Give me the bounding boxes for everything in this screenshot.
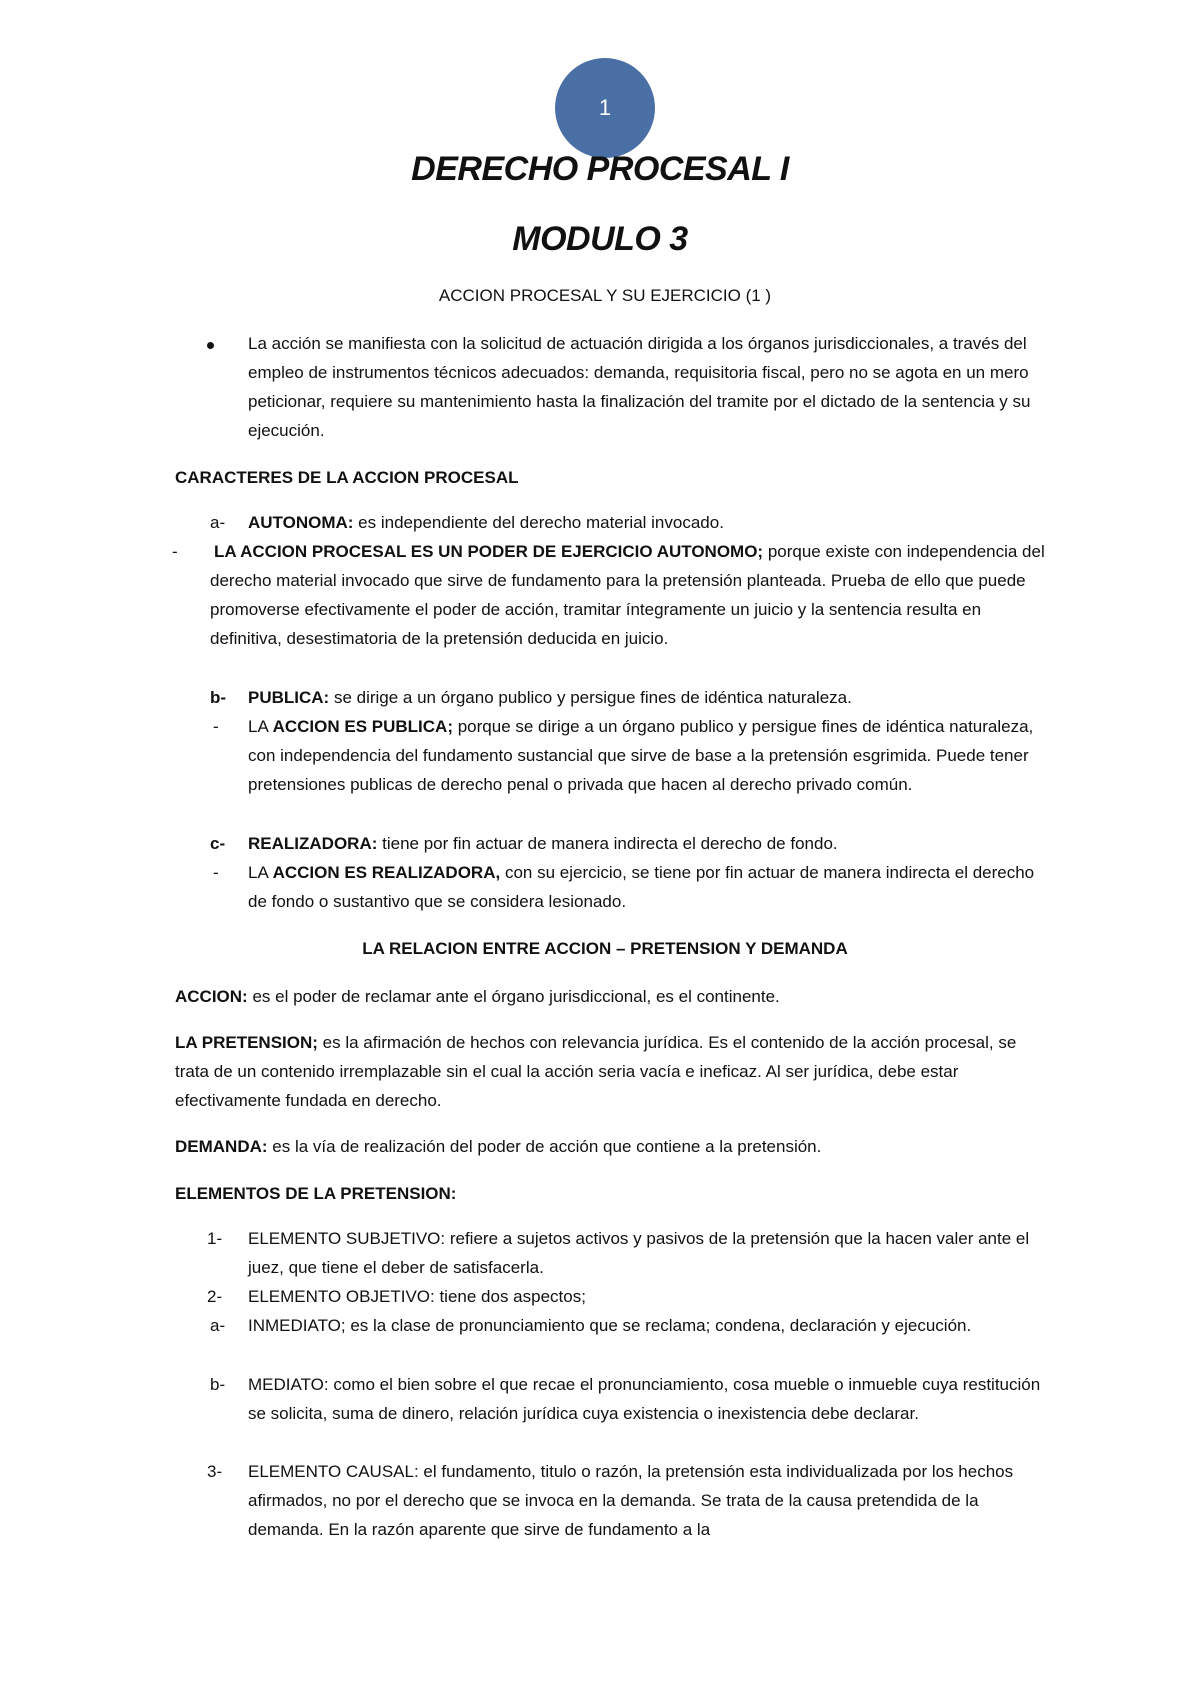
item-c-marker: c- (210, 834, 226, 853)
item-b-detail-prefix: LA (248, 717, 273, 736)
pretension-label: LA PRETENSION; (175, 1033, 318, 1052)
element-2a-marker: a- (210, 1316, 226, 1335)
accion-label: ACCION: (175, 987, 248, 1006)
item-b-marker: b- (210, 688, 227, 707)
item-b-line (248, 683, 1048, 712)
item-c-text: tiene por fin actuar de manera indirecta el derecho de fondo. (377, 834, 838, 853)
heading-relacion: LA RELACION ENTRE ACCION – PRETENSION Y DEMANDA (362, 939, 848, 958)
item-a-text: es independiente del derecho material invocado. (353, 513, 724, 532)
item-b-detail-label: ACCION ES PUBLICA; (272, 717, 453, 736)
item-b-detail-text: porque se dirige a un órgano publico y persigue fines de idéntica naturaleza, con independencia del fundamento sustancial que sirve de base a la pretensión esgrimida. Puede tener pretensiones publicas de derecho penal o privada que hacen al derecho privado común. (248, 717, 1034, 794)
element-2a-text: INMEDIATO; es la clase de pronunciamiento que se reclama; condena, declaración y ejecución. (248, 1316, 972, 1335)
item-c-detail (248, 858, 1048, 916)
item-b-text: se dirige a un órgano publico y persigue fines de idéntica naturaleza. (329, 688, 852, 707)
bullet-paragraph: La acción se manifiesta con la solicitud de actuación dirigida a los órganos jurisdiccionales, a través del empleo de instrumentos técnicos adecuados: demanda, requisitoria fiscal, pero no se agota en un mero peticionar, requiere su mantenimiento hasta la finalización del tramite por el dictado de la sentencia y su ejecución. (248, 334, 1031, 440)
item-a-detail-text: porque existe con independencia del derecho material invocado que sirve de fundamento para la pretensión planteada. Prueba de ello que puede promoverse efectivamente el poder de acción, tramitar íntegramente un juicio y la sentencia resulta en definitiva, desestimatoria de la pretensión deducida en juicio. (210, 542, 1045, 648)
item-b-label: PUBLICA: (248, 688, 330, 707)
demanda-label: DEMANDA: (175, 1137, 268, 1156)
element-1-marker: 1- (207, 1229, 223, 1248)
page-number-badge (555, 58, 655, 158)
accion-definition (175, 982, 1045, 1011)
demanda-definition (175, 1132, 1045, 1161)
element-2-text: ELEMENTO OBJETIVO: tiene dos aspectos; (248, 1287, 586, 1306)
heading-elementos: ELEMENTOS DE LA PRETENSION: (175, 1184, 457, 1203)
item-b-dash: - (213, 717, 219, 736)
item-a-label: AUTONOMA: (248, 513, 354, 532)
heading-caracteres: CARACTERES DE LA ACCION PROCESAL (175, 468, 519, 487)
document-subtitle: MODULO 3 (512, 220, 688, 258)
item-a-line (248, 508, 1048, 537)
document-title: DERECHO PROCESAL I (411, 150, 789, 188)
item-c-detail-label: ACCION ES REALIZADORA, (272, 863, 501, 882)
element-3-marker: 3- (207, 1462, 223, 1481)
accion-text: es el poder de reclamar ante el órgano jurisdiccional, es el continente. (247, 987, 780, 1006)
pretension-definition (175, 1028, 1045, 1115)
bullet-dot (207, 342, 214, 349)
element-2-marker: 2- (207, 1287, 223, 1306)
item-a-detail-label: LA ACCION PROCESAL ES UN PODER DE EJERCICIO AUTONOMO; (214, 542, 764, 561)
item-a-detail (210, 537, 1050, 653)
item-c-dash: - (213, 863, 219, 882)
element-1-text: ELEMENTO SUBJETIVO: refiere a sujetos activos y pasivos de la pretensión que la hacen valer ante el juez, que tiene el deber de satisfacerla. (248, 1229, 1030, 1277)
item-a-marker: a- (210, 513, 226, 532)
item-c-line (248, 829, 1048, 858)
heading-accion-procesal: ACCION PROCESAL Y SU EJERCICIO (1 ) (438, 286, 772, 305)
page-number: 1 (598, 95, 612, 120)
demanda-text: es la vía de realización del poder de acción que contiene a la pretensión. (267, 1137, 822, 1156)
element-2b-marker: b- (210, 1375, 226, 1394)
item-c-detail-prefix: LA (248, 863, 273, 882)
item-a-dash: - (172, 542, 178, 561)
element-2b-text: MEDIATO: como el bien sobre el que recae el pronunciamiento, cosa mueble o inmueble cuya restitución se solicita, suma de dinero, relación jurídica cuya existencia o inexistencia debe declarar. (248, 1375, 1041, 1423)
item-c-detail-text: con su ejercicio, se tiene por fin actuar de manera indirecta el derecho de fondo o sustantivo que se considera lesionado. (248, 863, 1035, 911)
element-3-text: ELEMENTO CAUSAL: el fundamento, titulo o razón, la pretensión esta individualizada por los hechos afirmados, no por el derecho que se invoca en la demanda. Se trata de la causa pretendida de la demanda. En la razón aparente que sirve de fundamento a la (248, 1462, 1014, 1539)
pretension-text: es la afirmación de hechos con relevancia jurídica. Es el contenido de la acción procesal, se trata de un contenido irremplazable sin el cual la acción seria vacía e ineficaz. Al ser jurídica, debe estar efectivamente fundada en derecho. (175, 1033, 1017, 1110)
item-c-label: REALIZADORA: (248, 834, 378, 853)
item-b-detail (248, 712, 1048, 799)
